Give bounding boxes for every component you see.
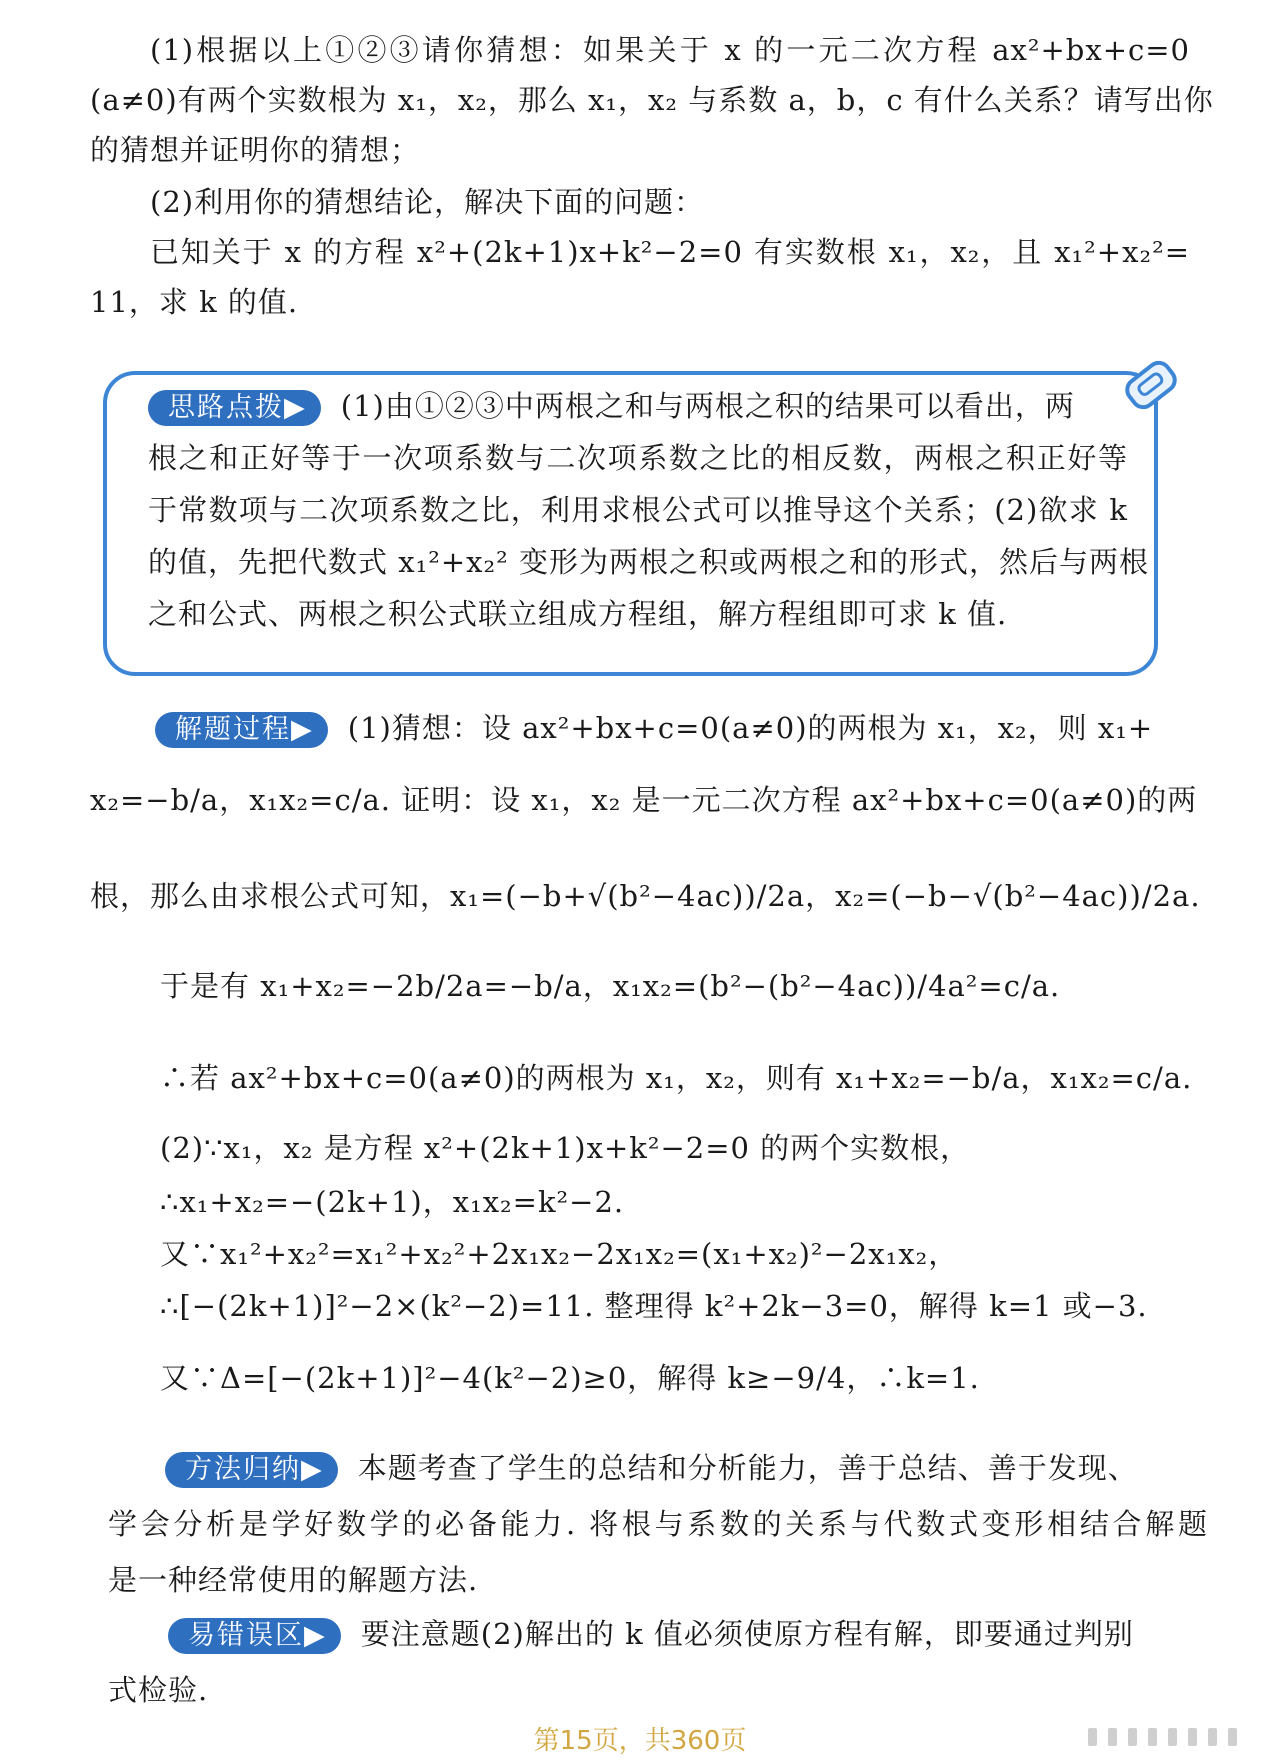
text: 式检验. (108, 1673, 209, 1707)
text: 的猜想并证明你的猜想； (90, 133, 421, 167)
handle-bar (1168, 1728, 1177, 1746)
text: 已知关于 x 的方程 x²+(2k+1)x+k²−2=0 有实数根 x₁，x₂，且 x₁²+x₂²= (150, 235, 1190, 269)
page-scroll-handle[interactable] (1088, 1728, 1264, 1746)
solution-line-10 (160, 1358, 1260, 1398)
solution-line-5 (160, 1058, 1260, 1098)
text: (1)由①②③中两根之和与两根之积的结果可以看出，两 (340, 389, 1075, 423)
solution-line-6 (160, 1128, 1260, 1168)
solution-line-3 (90, 876, 1201, 916)
solution-line-9 (160, 1286, 1260, 1326)
text: (1)根据以上①②③请你猜想：如果关于 x 的一元二次方程 ax²+bx+c=0 (150, 33, 1190, 67)
handle-bar (1108, 1728, 1117, 1746)
text: 是一种经常使用的解题方法. (108, 1563, 479, 1597)
method-line-2 (108, 1504, 1208, 1544)
solution-line-4 (160, 966, 1260, 1006)
text: (1)猜想：设 ax²+bx+c=0(a≠0)的两根为 x₁，x₂，则 x₁+ (347, 711, 1154, 745)
text: 的值，先把代数式 x₁²+x₂² 变形为两根之积或两根之和的形式，然后与两根 (148, 545, 1149, 579)
text: 本题考查了学生的总结和分析能力，善于总结、善于发现、 (357, 1451, 1138, 1485)
handle-bar (1208, 1728, 1217, 1746)
solution-line-7 (160, 1182, 1260, 1222)
handle-bar (1188, 1728, 1197, 1746)
text: ∴x₁+x₂=−(2k+1)，x₁x₂=k²−2. (160, 1185, 625, 1219)
method-tag: 方法归纳▶ (165, 1452, 338, 1488)
question-part2-line-1 (150, 182, 1190, 222)
hint-tag: 思路点拨▶ (148, 390, 321, 426)
hint-line-1 (148, 386, 1128, 426)
method-line-1 (165, 1448, 1265, 1488)
text: 之和公式、两根之积公式联立组成方程组，解方程组即可求 k 值. (148, 597, 1008, 631)
pitfall-tag: 易错误区▶ (168, 1618, 341, 1654)
solution-line-2 (90, 780, 1198, 820)
text: ∴若 ax²+bx+c=0(a≠0)的两根为 x₁，x₂，则有 x₁+x₂=−b/a，x₁x₂=c/a. (160, 1061, 1193, 1095)
text: 于常数项与二次项系数之比，利用求根公式可以推导这个关系；(2)欲求 k (148, 493, 1128, 527)
handle-bar (1128, 1728, 1137, 1746)
text: 11，求 k 的值. (90, 285, 299, 319)
hint-line-2 (148, 438, 1128, 478)
text: 根之和正好等于一次项系数与二次项系数之比的相反数，两根之积正好等 (148, 441, 1128, 475)
question-part1-line-1 (150, 30, 1190, 70)
handle-bar (1148, 1728, 1157, 1746)
handle-bar (1228, 1728, 1237, 1746)
solution-tag: 解题过程▶ (155, 712, 328, 748)
question-part1-line-2 (90, 80, 1214, 120)
text: (a≠0)有两个实数根为 x₁，x₂，那么 x₁，x₂ 与系数 a，b，c 有什么关系？请写出你 (90, 83, 1214, 117)
hint-line-4 (148, 542, 1149, 582)
question-part1-line-3 (90, 130, 1190, 170)
text: ∴[−(2k+1)]²−2×(k²−2)=11. 整理得 k²+2k−3=0，解得 k=1 或−3. (160, 1289, 1148, 1323)
solution-line-1 (155, 708, 1255, 748)
handle-bar (1088, 1728, 1097, 1746)
pitfall-line-1 (168, 1614, 1268, 1654)
text: x₂=−b/a，x₁x₂=c/a. 证明：设 x₁，x₂ 是一元二次方程 ax²+bx+c=0(a≠0)的两 (90, 783, 1198, 817)
page-indicator: 第15页，共360页 (533, 1726, 747, 1756)
text: 学会分析是学好数学的必备能力. 将根与系数的关系与代数式变形相结合解题 (108, 1507, 1208, 1541)
question-part2-line-3 (90, 282, 1190, 322)
solution-line-8 (160, 1234, 1260, 1274)
text: 于是有 x₁+x₂=−2b/2a=−b/a，x₁x₂=(b²−(b²−4ac))/4a²=c/a. (160, 969, 1061, 1003)
hint-line-3 (148, 490, 1128, 530)
pitfall-line-2 (108, 1670, 1208, 1710)
text: 又∵Δ=[−(2k+1)]²−4(k²−2)≥0，解得 k≥−9/4，∴k=1. (160, 1361, 980, 1395)
text: (2)∵x₁，x₂ 是方程 x²+(2k+1)x+k²−2=0 的两个实数根， (160, 1131, 971, 1165)
text: 根，那么由求根公式可知，x₁=(−b+√(b²−4ac))/2a，x₂=(−b−√(b²−4ac))/2a. (90, 879, 1201, 913)
text: (2)利用你的猜想结论，解决下面的问题： (150, 185, 705, 219)
question-part2-line-2 (150, 232, 1190, 272)
text: 要注意题(2)解出的 k 值必须使原方程有解，即要通过判别 (360, 1617, 1134, 1651)
hint-line-5 (148, 594, 1128, 634)
text: 又∵x₁²+x₂²=x₁²+x₂²+2x₁x₂−2x₁x₂=(x₁+x₂)²−2x₁x₂， (160, 1237, 959, 1271)
method-line-3 (108, 1560, 1208, 1600)
